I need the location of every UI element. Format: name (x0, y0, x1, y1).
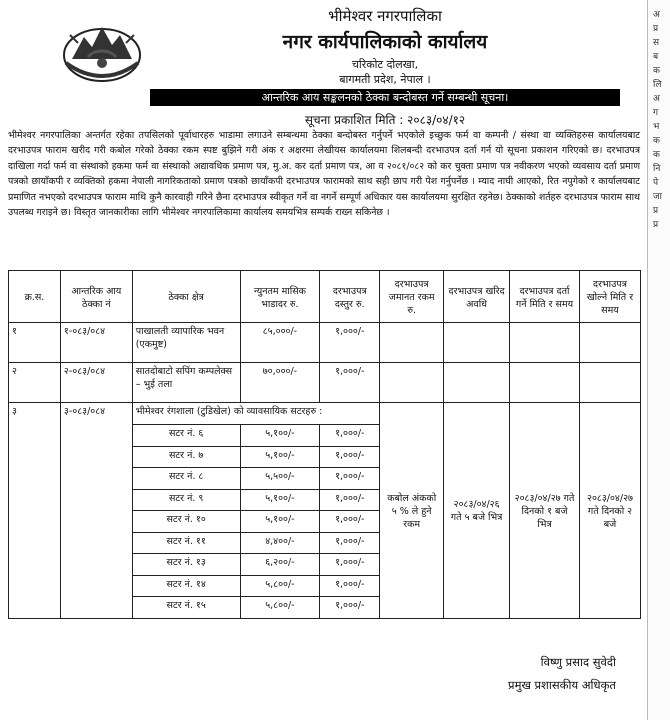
shutter-fee: १,०००/- (320, 554, 380, 576)
cell-purchase-period: २०८३/०४/२६ गते ५ बजे भित्र (444, 403, 510, 619)
header-area: ठेक्का क्षेत्र (132, 271, 240, 323)
cell-rent: ७०,०००/- (240, 363, 320, 403)
shutter-name: सटर नं. ९ (132, 489, 240, 511)
header-submission: दरभाउपत्र दर्ता गर्ने मिति र समय (510, 271, 580, 323)
shutter-rent: ४,४००/- (240, 532, 320, 554)
cell-fee: १,०००/- (320, 363, 380, 403)
cell-contract-no: १-०८३/०८४ (60, 323, 132, 363)
cell-deposit: कबोल अंकको ५ % ले हुने रकम (380, 403, 444, 619)
address-line-2: बागमती प्रदेश, नेपाल । (339, 73, 431, 86)
shutter-rent: ५,८००/- (240, 575, 320, 597)
shutter-name: सटर नं. ११ (132, 532, 240, 554)
address-line-1: चरिकोट दोलखा, (351, 58, 419, 71)
strip-char: पे (653, 178, 659, 188)
shutter-rent: ५,१००/- (240, 425, 320, 447)
contract-table (8, 270, 641, 619)
cell-opening (579, 363, 640, 403)
strip-char: जा (653, 192, 663, 202)
strip-char: ग (653, 108, 659, 118)
shutter-rent: ५,१००/- (240, 489, 320, 511)
shutter-fee: १,०००/- (320, 532, 380, 554)
municipality-name: भीमेश्वर नगरपालिका (328, 7, 442, 25)
cell-sn: २ (9, 363, 61, 403)
shutter-rent: ५,५००/- (240, 468, 320, 490)
header-purchase-period: दरभाउपत्र खरिद अवधि (444, 271, 510, 323)
shutter-name: सटर नं. ६ (132, 425, 240, 447)
table-row (9, 403, 641, 425)
header-fee: दरभाउपत्र दस्तुर रु. (320, 271, 380, 323)
notice-body: भीमेश्वर नगरपालिका अन्तर्गत रहेका तपसिलको पूर्वाधारहरु भाडामा लगाउने सम्बन्धमा ठेक्का बन्दोबस्त गर्नुपर्ने भएकोले इच्छुक फर्म वा कम्पनी / संस्था वा व्यक्तिहरुस कार्यालयबाट दरभाउपत्र फाराम खरीद गरी कबोल गरेको ठेक्का रकम स्पष्ट बुझिने गरी अंक र अक्षरमा लेखीयस कार्यालयमा शिलबन्दी दरभाउपत्र दर्ता गर्न यो सूचना प्रकाशन गरिएको छ। दरभाउपत्र दाखिला गर्दा फर्म वा संस्थाको हकमा फर्म वा संस्थाको अद्यावधिक प्रमाण पत्र, मु.अ. कर दर्ता प्रमाण पत्र, आ व २०८१/०८२ को कर चुक्ता प्रमाण पत्र नवीकरण भएको व्यवसाय दर्ता प्रमाण पत्रको छायाँकपी र व्यक्तिको हकमा नेपाली नागरिकताको प्रमाण पत्रको छायाँकपी दरभाउपत्र फारामको साथ सही छाप गरी पेश गर्नुपर्नेछ । म्याद नाघी आएको, रित नपुगेको र कार्यालयबाट प्रमाणित नभएको दरभाउपत्र फाराम माथि कुनै कारवाही गरिने छैना दरभाउपत्र स्वीकृत गर्ने वा नगर्ने सम्पूर्ण अधिकार यस कार्यालयमा सुरक्षित रहनेछ। ठेक्काको शर्तहरु दरभाउपत्र फाराम साथ उपलब्ध गराइने छ। विस्तृत जानकारीका लागि भीमेश्वर नगरपालिकामा कार्यालय समयभित्र सम्पर्क राख्न सकिनेछ । (8, 130, 640, 219)
cell-area: पाखालती व्यापारिक भवन (एकमुष्ट) (132, 323, 240, 363)
shutter-fee: १,०००/- (320, 446, 380, 468)
header-deposit: दरभाउपत्र जमानत रकम रु. (380, 271, 444, 323)
strip-char: प्र (653, 220, 659, 230)
strip-char: प्र (653, 24, 659, 34)
table-row (9, 323, 641, 363)
shutter-name: सटर नं. १० (132, 511, 240, 533)
header-contract-no: आन्तरिक आय ठेक्का नं (60, 271, 132, 323)
header-opening: दरभाउपत्र खोल्ने मिति र समय (579, 271, 640, 323)
cell-sn: १ (9, 323, 61, 363)
cell-fee: १,०००/- (320, 323, 380, 363)
shutter-rent: ५,१००/- (240, 446, 320, 468)
strip-char: क (653, 66, 660, 76)
strip-char: अ (653, 94, 660, 104)
cell-area: सातदोबाटो सपिंग कम्पलेक्स – भुई तला (132, 363, 240, 403)
shutter-name: सटर नं. १३ (132, 554, 240, 576)
cell-purchase (444, 323, 510, 363)
cell-opening (579, 323, 640, 363)
shutter-fee: १,०००/- (320, 425, 380, 447)
cell-purchase (444, 363, 510, 403)
cell-area: भीमेश्वर रंगशाला (टुडिखेल) को व्यावसायिक सटरहरु : (132, 403, 379, 425)
shutter-name: सटर नं. १५ (132, 597, 240, 619)
office-name: नगर कार्यपालिकाको कार्यालय (282, 31, 488, 53)
strip-char: भ (653, 122, 660, 132)
shutter-rent: ५,१००/- (240, 511, 320, 533)
cell-deposit (380, 323, 444, 363)
strip-char: प्र (653, 206, 659, 216)
signatory-name: विष्णु प्रसाद सुवेदी (540, 655, 616, 669)
notice-date: सूचना प्रकाशित मिति : २०८३/०४/१२ (304, 113, 466, 127)
shutter-fee: १,०००/- (320, 468, 380, 490)
strip-char: स (653, 38, 660, 48)
shutter-fee: १,०००/- (320, 597, 380, 619)
notice-title: आन्तरिक आय सङ्कलनको ठेक्का बन्दोबस्त गर्ने सम्बन्धी सूचना। (150, 89, 620, 106)
table-header-row (9, 271, 641, 323)
header-sn: क्र.स. (9, 271, 61, 323)
shutter-fee: १,०००/- (320, 489, 380, 511)
shutter-rent: ६,२००/- (240, 554, 320, 576)
cell-contract-no: ३-०८३/०८४ (60, 403, 132, 619)
nepal-emblem-icon (58, 13, 146, 83)
shutter-name: सटर नं. ७ (132, 446, 240, 468)
cell-contract-no: २-०८३/०८४ (60, 363, 132, 403)
cell-submission (510, 363, 580, 403)
shutter-name: सटर नं. १४ (132, 575, 240, 597)
table-row (9, 363, 641, 403)
cell-deposit (380, 363, 444, 403)
cell-submission: २०८३/०४/२७ गते दिनको १ बजे भित्र (510, 403, 580, 619)
strip-char: क (653, 136, 660, 146)
cell-rent: ८५,०००/- (240, 323, 320, 363)
header-min-rent: न्युनतम मासिक भाडादर रु. (240, 271, 320, 323)
cell-submission (510, 323, 580, 363)
shutter-fee: १,०००/- (320, 511, 380, 533)
strip-char: क (653, 150, 660, 160)
shutter-fee: १,०००/- (320, 575, 380, 597)
shutter-name: सटर नं. ८ (132, 468, 240, 490)
strip-char: ब (653, 52, 659, 62)
strip-char: लि (653, 80, 662, 90)
strip-char: नि (653, 164, 661, 174)
shutter-rent: ५,८००/- (240, 597, 320, 619)
cell-sn: ३ (9, 403, 61, 619)
signatory-title: प्रमुख प्रशासकीय अधिकृत (508, 678, 616, 692)
cell-opening: २०८३/०४/२७ गते दिनको २ बजे (579, 403, 640, 619)
strip-char: अ (653, 10, 660, 20)
adjacent-page-strip (647, 0, 670, 720)
